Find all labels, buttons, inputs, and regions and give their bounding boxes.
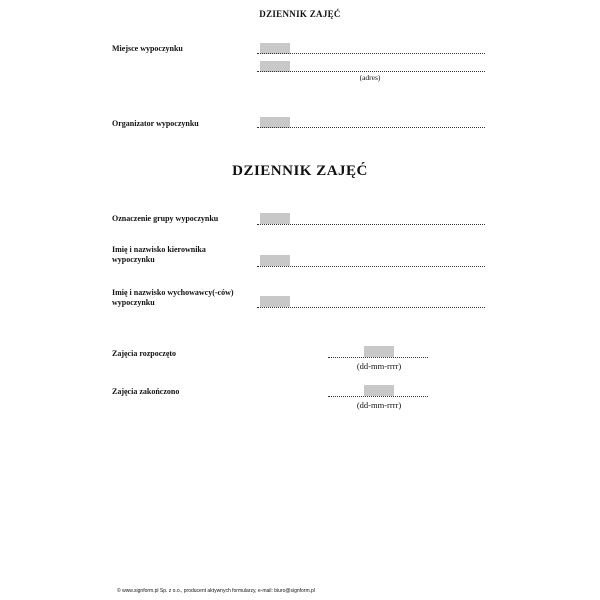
educator-line xyxy=(257,307,485,308)
header-title: DZIENNIK ZAJĘĆ xyxy=(259,9,341,19)
educator-label-line1: Imię i nazwisko wychowawcy(-ców) xyxy=(112,288,234,297)
end-date-line xyxy=(328,396,428,397)
address-line xyxy=(257,71,485,72)
organizer-label: Organizator wypoczynku xyxy=(112,119,199,128)
manager-label-line1: Imię i nazwisko kierownika xyxy=(112,245,206,254)
organizer-line xyxy=(257,127,485,128)
place-line xyxy=(257,53,485,54)
start-date-hint: (dd-mm-rrrr) xyxy=(356,361,402,371)
manager-input[interactable] xyxy=(260,255,290,266)
start-label: Zajęcia rozpoczęto xyxy=(112,349,177,358)
end-date-hint: (dd-mm-rrrr) xyxy=(356,400,402,410)
address-hint: (adres) xyxy=(359,73,381,82)
group-label: Oznaczenie grupy wypoczynku xyxy=(112,214,219,223)
footer-text: www.signform.pl Sp. z o.o., producent aktywnych formularzy, e-mail: biuro@signform.pl xyxy=(122,588,315,594)
footer xyxy=(117,588,315,594)
place-label: Miejsce wypoczynku xyxy=(112,44,183,53)
manager-label xyxy=(112,245,206,265)
educator-input[interactable] xyxy=(260,296,290,307)
group-line xyxy=(257,224,485,225)
end-label: Zajęcia zakończono xyxy=(112,387,180,396)
educator-label-line2: wypoczynku xyxy=(112,298,155,307)
manager-line xyxy=(257,266,485,267)
copyright-icon: © xyxy=(117,588,121,594)
end-date-input[interactable] xyxy=(364,385,394,396)
group-input[interactable] xyxy=(260,213,290,224)
manager-label-line2: wypoczynku xyxy=(112,255,155,264)
start-date-line xyxy=(328,357,428,358)
main-title: DZIENNIK ZAJĘĆ xyxy=(232,163,368,179)
start-date-input[interactable] xyxy=(364,346,394,357)
educator-label xyxy=(112,288,234,308)
